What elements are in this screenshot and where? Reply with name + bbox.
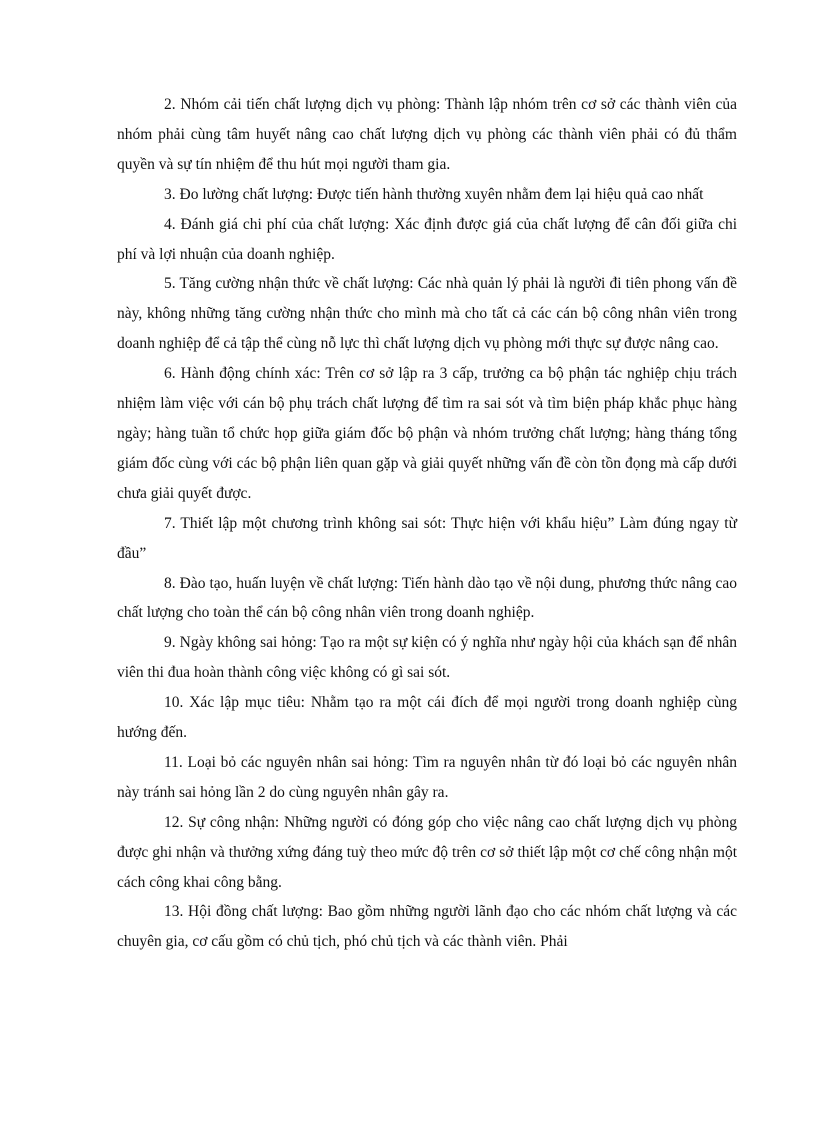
paragraph-item-2: 2. Nhóm cải tiến chất lượng dịch vụ phòng: Thành lập nhóm trên cơ sở các thành viên của nhóm phải cùng tâm huyết nâng cao chất lượng dịch vụ phòng các thành viên phải có đủ thẩm quyền và sự tín nhiệm để thu hút mọi người tham gia.: [117, 96, 737, 173]
document-body: [117, 90, 737, 957]
paragraph-item-10: 10. Xác lập mục tiêu: Nhằm tạo ra một cái đích để mọi người trong doanh nghiệp cùng hướng đến.: [117, 694, 737, 742]
paragraph-item-9: 9. Ngày không sai hỏng: Tạo ra một sự kiện có ý nghĩa như ngày hội của khách sạn để nhân viên thi đua hoàn thành công việc không có gì sai sót.: [117, 634, 737, 682]
paragraph-item-7: 7. Thiết lập một chương trình không sai sót: Thực hiện với khẩu hiệu” Làm đúng ngay từ đầu”: [117, 514, 737, 562]
paragraph-item-13: 13. Hội đồng chất lượng: Bao gồm những người lãnh đạo cho các nhóm chất lượng và các chuyên gia, cơ cấu gồm có chủ tịch, phó chủ tịch và các thành viên. Phải: [117, 903, 737, 951]
paragraph-item-12: 12. Sự công nhận: Những người có đóng góp cho việc nâng cao chất lượng dịch vụ phòng được ghi nhận và thưởng xứng đáng tuỳ theo mức độ trên cơ sở thiết lập một cơ chế công nhận một cách công khai công bằng.: [117, 813, 737, 891]
paragraph-item-11: 11. Loại bỏ các nguyên nhân sai hỏng: Tìm ra nguyên nhân từ đó loại bỏ các nguyên nhân này tránh sai hỏng lần 2 do cùng nguyên nhân gây ra.: [117, 753, 737, 801]
paragraph-item-6: 6. Hành động chính xác: Trên cơ sở lập ra 3 cấp, trưởng ca bộ phận tác nghiệp chịu trách nhiệm làm việc với cán bộ phụ trách chất lượng để tìm ra sai sót và tìm biện pháp khắc phục hàng ngày; hàng tuần tổ chức họp giữa giám đốc bộ phận và nhóm trưởng chất lượng; hàng tháng tổng giám đốc cùng với các bộ phận liên quan gặp và giải quyết những vấn đề còn tồn đọng mà cấp dưới chưa giải quyết được.: [117, 365, 737, 502]
paragraph-item-5: 5. Tăng cường nhận thức về chất lượng: Các nhà quản lý phải là người đi tiên phong vấn đề này, không những tăng cường nhận thức cho mình mà cho tất cả các cán bộ công nhân viên trong doanh nghiệp để cả tập thể cùng nỗ lực thì chất lượng dịch vụ phòng mới thực sự được nâng cao.: [117, 275, 737, 353]
paragraph-item-8: 8. Đào tạo, huấn luyện về chất lượng: Tiến hành dào tạo về nội dung, phương thức nâng cao chất lượng cho toàn thể cán bộ công nhân viên trong doanh nghiệp.: [117, 574, 737, 622]
paragraph-item-4: 4. Đánh giá chi phí của chất lượng: Xác định được giá của chất lượng để cân đối giữa chi phí và lợi nhuận của doanh nghiệp.: [117, 215, 737, 263]
paragraph-item-3: 3. Đo lường chất lượng: Được tiến hành thường xuyên nhằm đem lại hiệu quả cao nhất: [164, 185, 704, 203]
